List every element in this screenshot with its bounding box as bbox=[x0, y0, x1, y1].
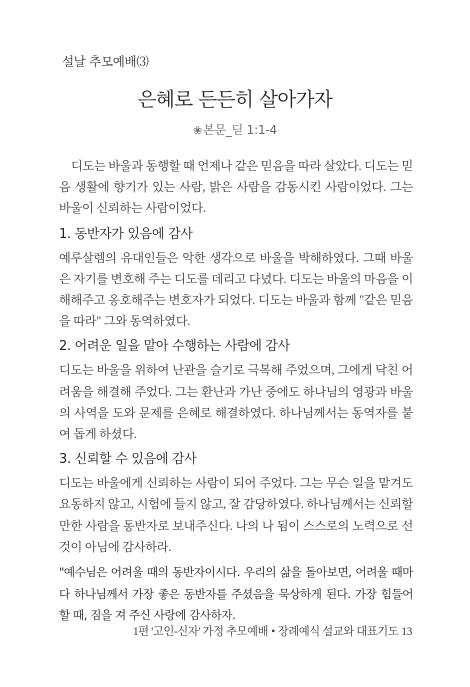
page-footer bbox=[133, 623, 412, 639]
section-paragraph-1: 예루살렘의 유대인들은 악한 생각으로 바울을 박해하였다. 그때 바울은 자기를 변호해 주는 디도를 데리고 다녔다. 디도는 바울의 마음을 이해해주고 옹호해주는 변호자가 되었다. 디도는 바울과 함께 "같은 믿음을 따라" 그와 동역하였다. bbox=[59, 250, 413, 329]
scripture-reference bbox=[0, 121, 470, 138]
section-heading-2: 2. 어려운 일을 맡아 수행하는 사람에 감사 bbox=[59, 339, 290, 355]
sermon-title: 은혜로 든든히 살아가자 bbox=[137, 88, 333, 111]
intro-paragraph: 디도는 바울과 동행할 때 언제나 같은 믿음을 따라 살았다. 디도는 믿음 생활에 향기가 있는 사람, 밝은 사람을 감동시킨 사람이었다. 그는 바울이 신뢰하는 사람이었다. bbox=[59, 159, 413, 216]
footer-book-title: 장례예식 설교와 대표기도 bbox=[277, 626, 399, 638]
running-head: 설날 추모예배⑶ bbox=[62, 54, 149, 69]
closing-quote: "예수님은 어려울 때의 동반자이시다. 우리의 삶을 돌아보면, 어려울 때마다 하나님께서 가장 좋은 동반자를 주셨음을 묵상하게 된다. 가장 힘들어 할 때, 짐을 져 주신 사랑에 감사하자. bbox=[59, 565, 413, 623]
section-heading-3: 3. 신뢰할 수 있음에 감사 bbox=[59, 452, 197, 468]
footer-section-title: 1편 '고인-신자' 가정 추모예배 bbox=[132, 626, 269, 638]
section-heading-1: 1. 동반자가 있음에 감사 bbox=[59, 226, 193, 242]
scripture-text: 본문_딛 1:1-4 bbox=[203, 123, 277, 137]
sermon-body bbox=[59, 156, 413, 627]
page-number: 13 bbox=[401, 626, 412, 638]
section-paragraph-3: 디도는 바울에게 신뢰하는 사람이 되어 주었다. 그는 무슨 일을 맡겨도 요동하지 않고, 시험에 들지 않고, 잘 감당하였다. 하나님께서는 신뢰할만한 사람을 동반자로 보내주신다. 나의 나 됨이 스스로의 노력으로 선 것이 아님에 감사하라. bbox=[59, 476, 413, 554]
asterisk-flower-icon: ❀ bbox=[193, 124, 203, 137]
section-paragraph-2: 디도는 바울을 위하여 난관을 슬기로 극복해 주었으며, 그에게 닥친 어려움을 해결해 주었다. 그는 환난과 가난 중에도 하나님의 영광과 바울의 사역을 도와 문제를 은혜로 해결하였다. 하나님께서는 동역자를 붙여 돕게 하셨다. bbox=[59, 363, 413, 442]
footer-bullet: • bbox=[271, 626, 275, 638]
